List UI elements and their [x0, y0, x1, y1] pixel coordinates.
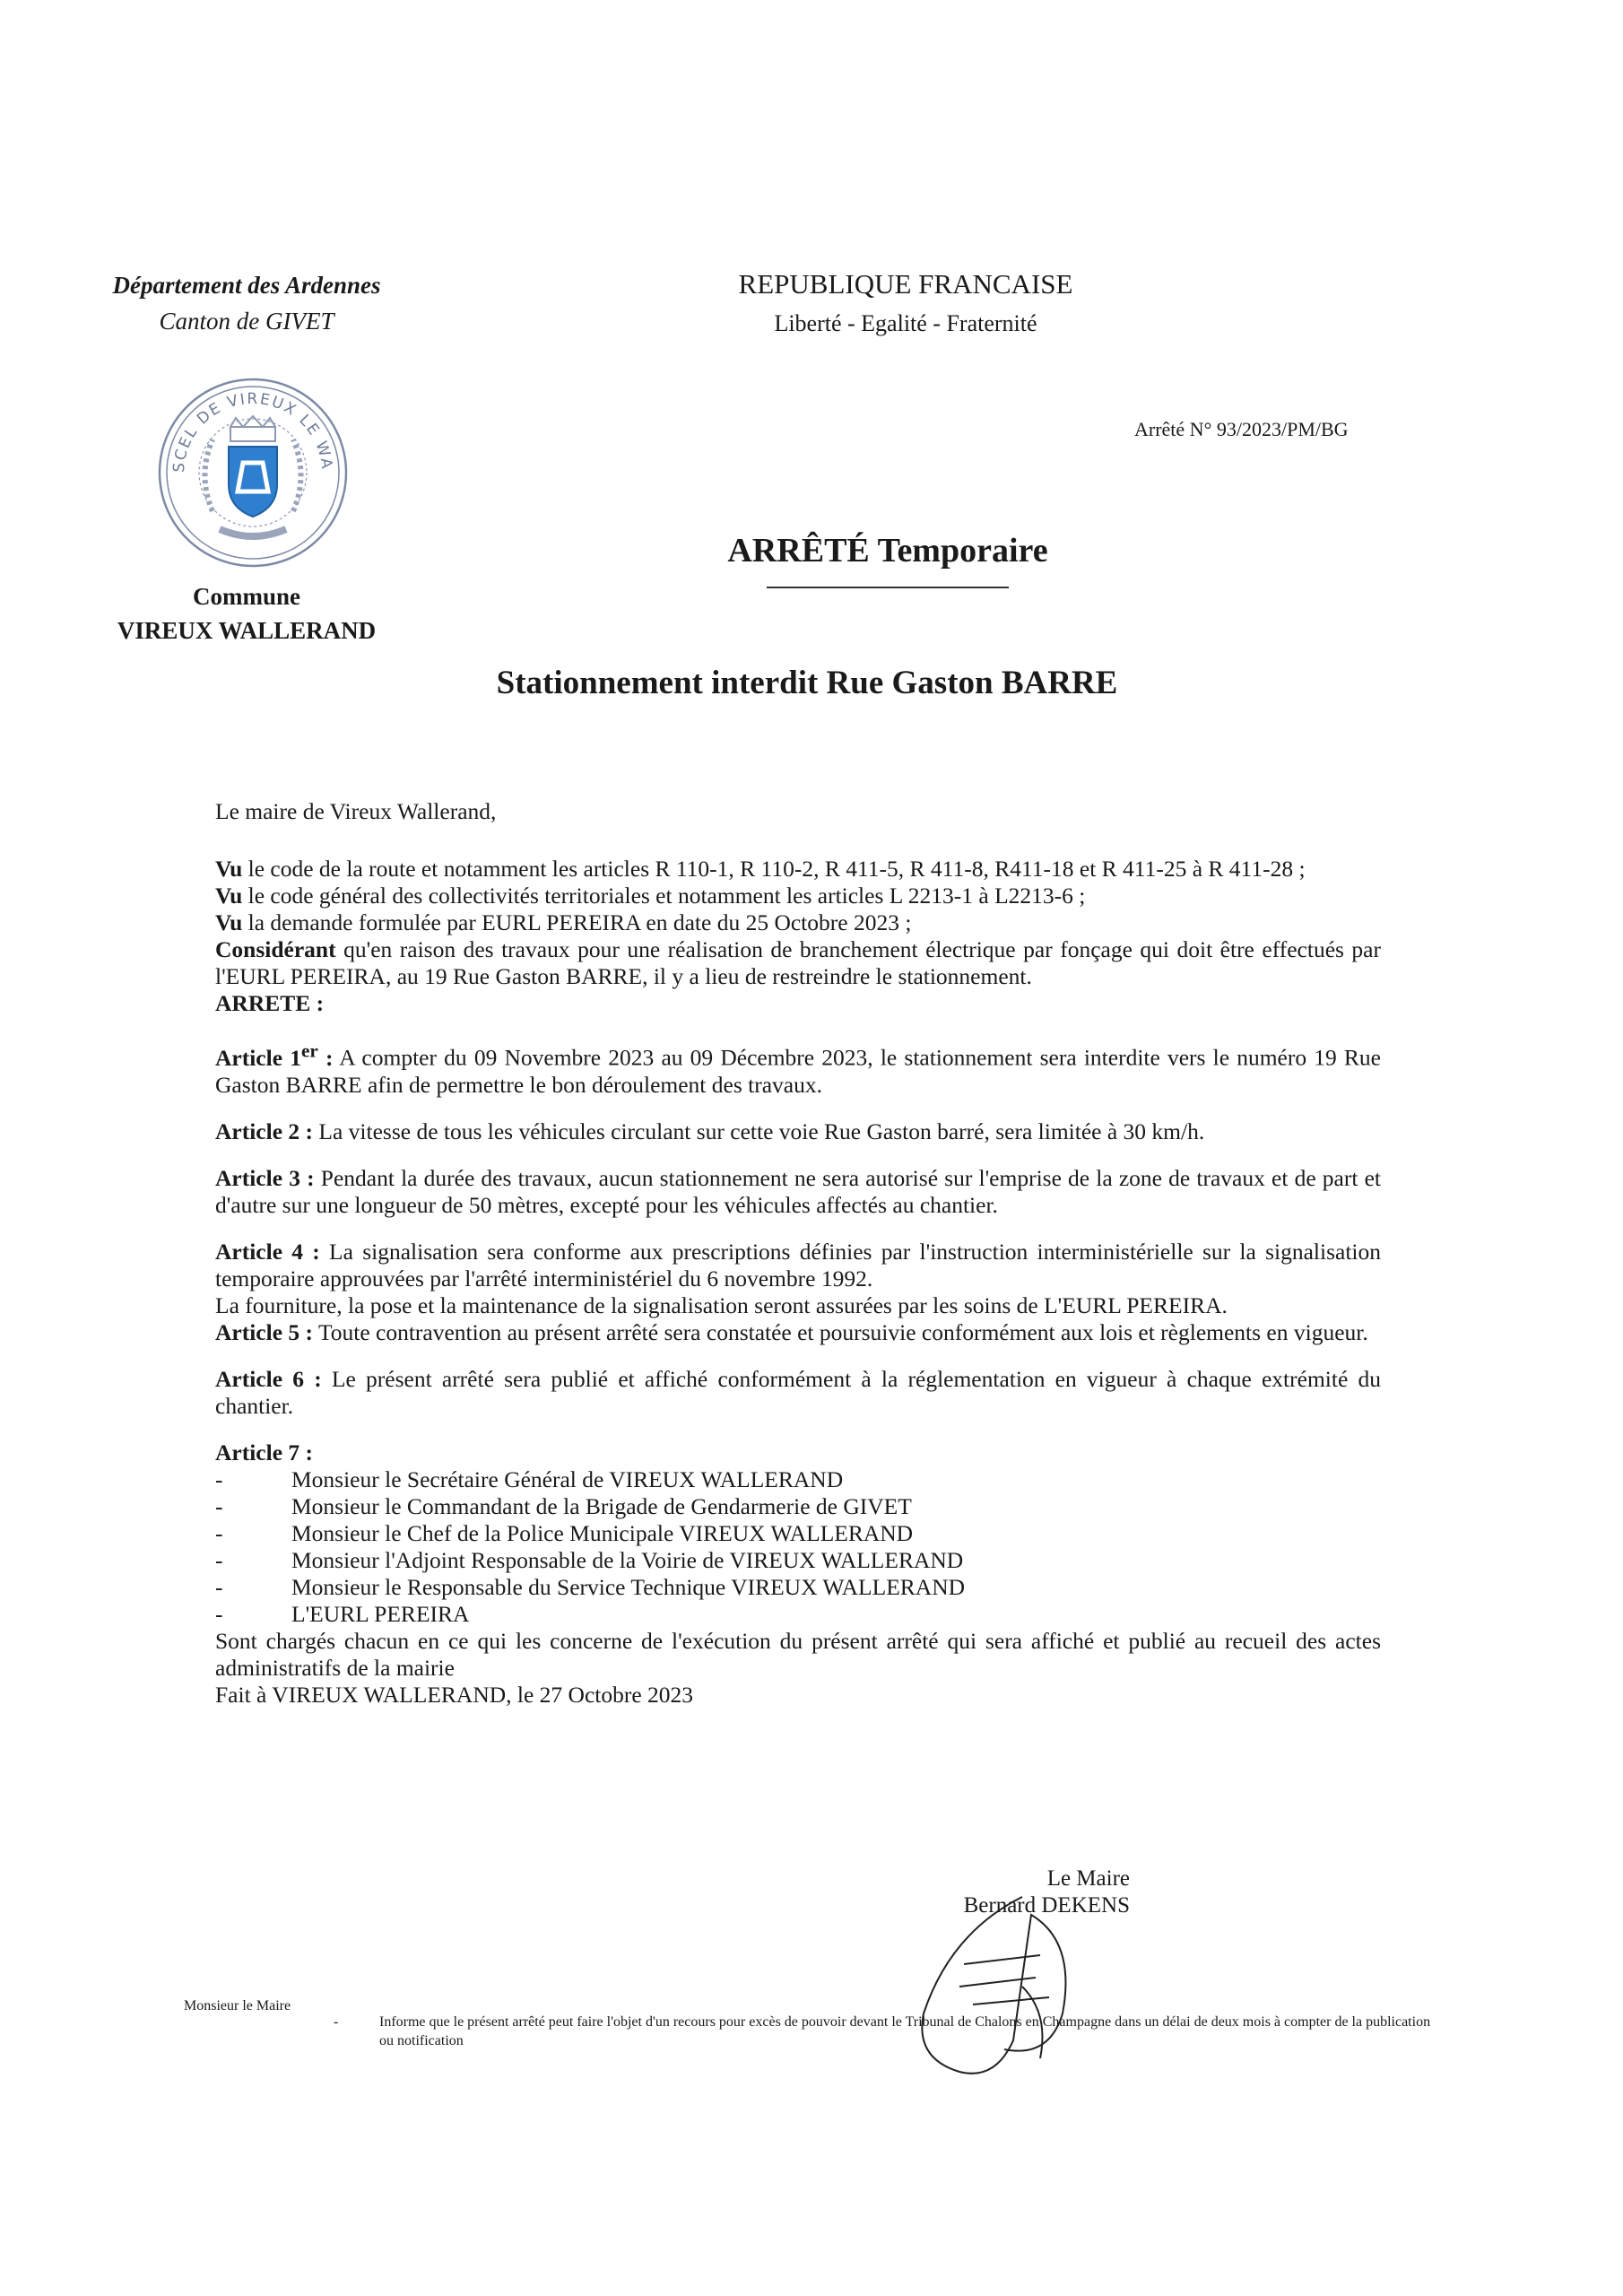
- done-at: Fait à VIREUX WALLERAND, le 27 Octobre 2023: [215, 1681, 694, 1708]
- decree-body: [215, 798, 1381, 1709]
- decree-reference: Arrêté N° 93/2023/PM/BG: [1134, 418, 1349, 440]
- list-dash: -: [215, 1519, 223, 1546]
- vu-code-route: [215, 856, 1381, 883]
- department-block: [85, 267, 408, 339]
- list-item: [215, 1466, 1381, 1493]
- decree-subject: Stationnement interdit Rue Gaston BARRE: [496, 665, 1118, 701]
- article-6: [215, 1366, 1381, 1420]
- republic-title: REPUBLIQUE FRANCAISE: [738, 268, 1073, 300]
- vu-lead: Vu: [215, 883, 243, 909]
- republic-motto: Liberté - Egalité - Fraternité: [774, 310, 1037, 336]
- list-item: [215, 1493, 1381, 1520]
- considerant-lead: Considérant: [215, 936, 336, 962]
- republic-block: [681, 265, 1130, 344]
- seal-icon: [157, 377, 350, 570]
- opening-line: Le maire de Vireux Wallerand,: [215, 798, 497, 824]
- recipient-name: Monsieur le Secrétaire Général de VIREUX WALLERAND: [291, 1465, 844, 1492]
- article-3-text: Pendant la durée des travaux, aucun stationnement ne sera autorisé sur l'emprise de la zone de travaux et de part et d'autre sur une longueur de 50 mètres, excepté pour les véhicules affectés au chantier.: [215, 1164, 1382, 1218]
- article-4: [215, 1239, 1381, 1292]
- appeal-notice: [336, 2013, 1439, 2050]
- commune-block: [85, 579, 408, 648]
- considerant-text: qu'en raison des travaux pour une réalisation de branchement électrique par fonçage qui doit être effectués par l'EURL PEREIRA, au 19 Rue Gaston BARRE, il y a lieu de restreindre le stationnement.: [215, 936, 1381, 989]
- vu-demande: [215, 909, 1381, 936]
- list-dash: -: [215, 1492, 223, 1519]
- article-1-text: A compter du 09 Novembre 2023 au 09 Décembre 2023, le stationnement sera interdite vers le numéro 19 Rue Gaston BARRE afin de permettre le bon déroulement des travaux.: [215, 1044, 1381, 1098]
- article-4-lead: Article 4 :: [215, 1238, 320, 1265]
- closing-paragraph: Sont chargés chacun en ce qui les concerne de l'exécution du présent arrêté qui sera affiché et publié au recueil des actes administratifs de la mairie: [215, 1627, 1381, 1681]
- list-dash: -: [215, 1465, 223, 1492]
- article-6-text: Le présent arrêté sera publié et affiché conformément à la réglementation en vigueur à chaque extrémité du chantier.: [215, 1365, 1381, 1419]
- canton-name: Canton de GIVET: [159, 308, 334, 335]
- vu-text: le code de la route et notamment les articles R 110-1, R 110-2, R 411-5, R 411-8, R411-18 et R 411-25 à R 411-28 ;: [242, 856, 1306, 882]
- arrete-label: ARRETE :: [215, 990, 325, 1016]
- list-dash: -: [215, 1546, 223, 1573]
- article-2: [215, 1118, 1381, 1145]
- article-1: [215, 1037, 1381, 1099]
- recipient-name: Monsieur le Responsable du Service Technique VIREUX WALLERAND: [291, 1573, 966, 1600]
- decree-title: ARRÊTÉ Temporaire: [727, 532, 1048, 570]
- list-dash: -: [215, 1600, 223, 1627]
- recipient-name: Monsieur le Commandant de la Brigade de Gendarmerie de GIVET: [291, 1492, 912, 1519]
- vu-lead: Vu: [215, 909, 243, 935]
- arrete-heading: [215, 990, 1381, 1017]
- list-item: [215, 1601, 1381, 1628]
- signature-block: [915, 1866, 1130, 1919]
- considerant: [215, 936, 1381, 990]
- list-item: [215, 1520, 1381, 1547]
- article-1-colon: :: [317, 1044, 334, 1071]
- department-name: Département des Ardennes: [112, 272, 381, 299]
- article-5-text: Toute contravention au présent arrêté sera constatée et poursuivie conformément aux lois et règlements en vigueur.: [313, 1318, 1368, 1345]
- article-1-label: Article 1: [215, 1044, 301, 1071]
- signatory-title: Le Maire: [1046, 1866, 1130, 1891]
- recipient-name: Monsieur l'Adjoint Responsable de la Voirie de VIREUX WALLERAND: [291, 1546, 964, 1573]
- article-7-lead: Article 7 :: [215, 1439, 314, 1465]
- commune-name: VIREUX WALLERAND: [117, 617, 377, 644]
- list-item: [215, 1574, 1381, 1601]
- recipient-name: L'EURL PEREIRA: [291, 1600, 470, 1627]
- article-4-text: La signalisation sera conforme aux prescriptions définies par l'instruction interministérielle sur la signalisation temporaire approuvées par l'arrêté interministériel du 6 novembre 1992.: [215, 1238, 1381, 1292]
- vu-text: le code général des collectivités territoriales et notamment les articles L 2213-1 à L2213-6 ;: [242, 883, 1086, 909]
- commune-label: Commune: [193, 583, 300, 610]
- title-underline: [767, 587, 1009, 588]
- recipients-list: [215, 1466, 1381, 1628]
- article-3-lead: Article 3 :: [215, 1164, 315, 1191]
- article-6-lead: Article 6 :: [215, 1365, 322, 1392]
- article-5-lead: Article 5 :: [215, 1318, 314, 1345]
- article-2-text: La vitesse de tous les véhicules circulant sur cette voie Rue Gaston barré, sera limitée à 30 km/h.: [313, 1118, 1205, 1144]
- recipient-name: Monsieur le Chef de la Police Municipale VIREUX WALLERAND: [291, 1519, 914, 1546]
- article-4-continued: La fourniture, la pose et la maintenance de la signalisation seront assurées par les soins de L'EURL PEREIRA.: [215, 1292, 1228, 1318]
- article-3: [215, 1165, 1381, 1219]
- article-1-lead: [215, 1039, 334, 1071]
- vu-code-collectivites: [215, 883, 1381, 909]
- appeal-notice-text: Informe que le présent arrêté peut faire l'objet d'un recours pour excès de pouvoir devant le Tribunal de Chalons en Champagne dans un délai de deux mois à compter de la publication ou notification: [379, 2014, 1431, 2048]
- vu-lead: Vu: [215, 856, 243, 882]
- seal-text: SCEL DE VIREUX LE WA: [169, 389, 336, 474]
- article-5: [215, 1319, 1381, 1346]
- list-dash: -: [215, 1573, 223, 1600]
- article-2-lead: Article 2 :: [215, 1118, 314, 1144]
- list-item: [215, 1547, 1381, 1574]
- municipal-seal: [157, 377, 350, 570]
- footer-dash: -: [334, 2014, 339, 2030]
- vu-text: la demande formulée par EURL PEREIRA en date du 25 Octobre 2023 ;: [242, 909, 912, 935]
- signatory-name: Bernard DEKENS: [963, 1893, 1130, 1918]
- footer-signatory: Monsieur le Maire: [184, 1998, 291, 2013]
- article-7: [215, 1439, 1381, 1466]
- article-1-sup: er: [300, 1039, 318, 1061]
